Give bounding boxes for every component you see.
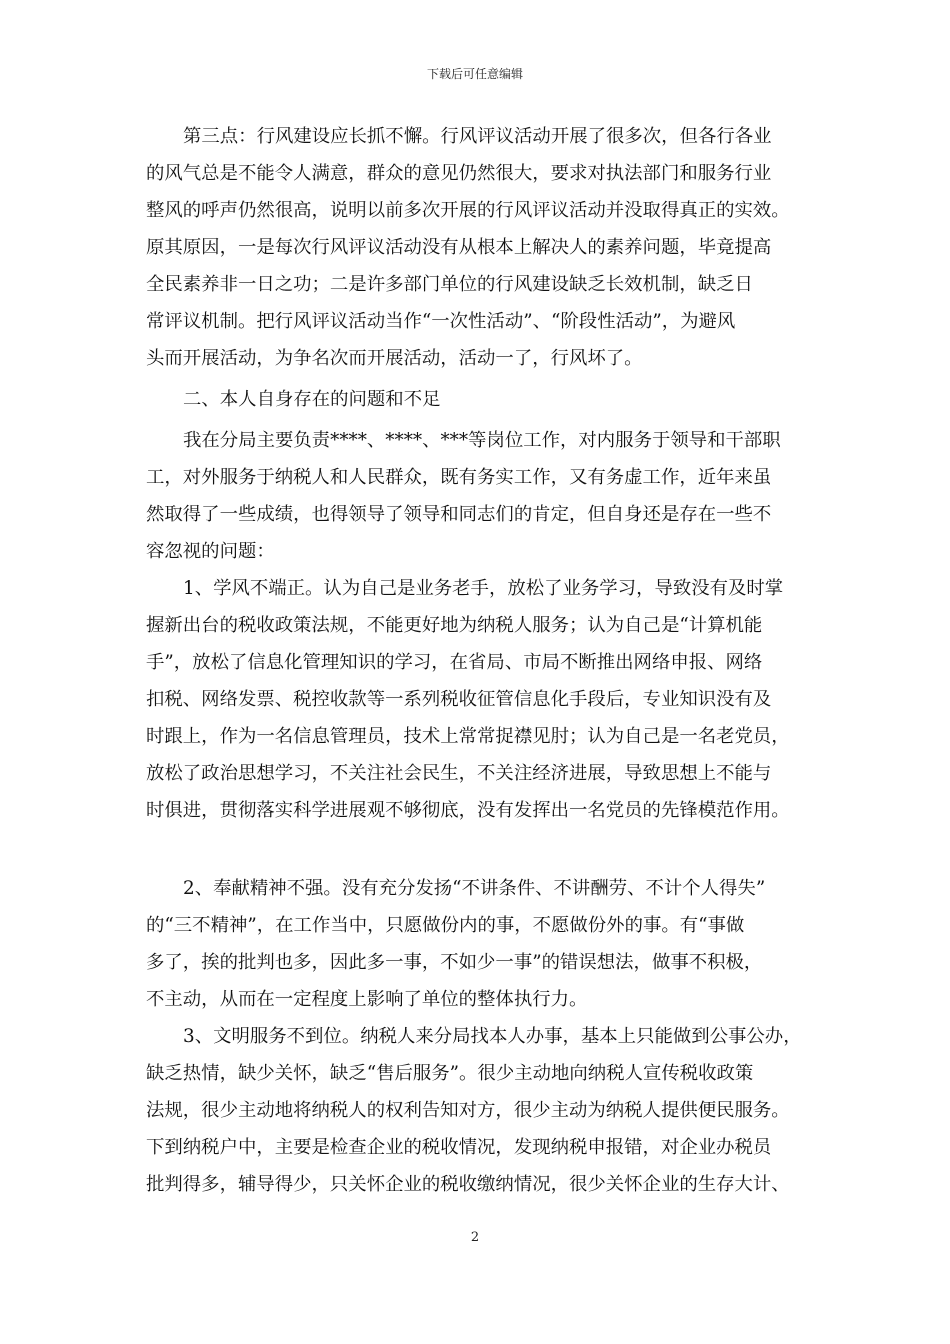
text-line: 常评议机制。把行风评议活动当作“一次性活动”、“阶段性活动”，为避风	[146, 311, 736, 332]
text-line: 原其原因，一是每次行风评议活动没有从根本上解决人的素养问题，毕竟提高	[146, 237, 772, 258]
text-line: 的“三不精神”，在工作当中，只愿做份内的事，不愿做份外的事。有“事做	[146, 915, 745, 936]
text-line: 不主动，从而在一定程度上影响了单位的整体执行力。	[146, 989, 588, 1010]
section-heading: 二、本人自身存在的问题和不足	[183, 389, 441, 410]
text-line: 容忽视的问题：	[146, 541, 275, 562]
text-line: 时俱进，贯彻落实科学进展观不够彻底，没有发挥出一名党员的先锋模范作用。	[146, 800, 790, 821]
text-line: 时跟上，作为一名信息管理员，技术上常常捉襟见肘；认为自己是一名老党员，	[146, 726, 790, 747]
text-line: 法规，很少主动地将纳税人的权利告知对方，很少主动为纳税人提供便民服务。	[146, 1100, 790, 1121]
text-line: 1、学风不端正。认为自己是业务老手，放松了业务学习，导致没有及时掌	[183, 578, 784, 599]
page-number: 2	[470, 1230, 480, 1245]
text-line: 放松了政治思想学习，不关注社会民生，不关注经济进展，导致思想上不能与	[146, 763, 772, 784]
text-line: 我在分局主要负责****、****、***等岗位工作，对内服务于领导和干部职	[183, 430, 781, 451]
text-line: 多了，挨的批判也多，因此多一事，不如少一事”的错误想法，做事不积极，	[146, 952, 763, 973]
text-line: 3、文明服务不到位。纳税人来分局找本人办事，基本上只能做到公事公办，	[183, 1026, 802, 1047]
text-line: 批判得多，辅导得少，只关怀企业的税收缴纳情况，很少关怀企业的生存大计、	[146, 1174, 790, 1195]
text-line: 全民素养非一日之功；二是许多部门单位的行风建设缺乏长效机制，缺乏日	[146, 274, 753, 295]
page-header: 下载后可任意编辑	[426, 67, 523, 81]
text-line: 的风气总是不能令人满意，群众的意见仍然很大，要求对执法部门和服务行业	[146, 163, 772, 184]
text-line: 工，对外服务于纳税人和人民群众，既有务实工作，又有务虚工作，近年来虽	[146, 467, 772, 488]
text-line: 手”，放松了信息化管理知识的学习，在省局、市局不断推出网络申报、网络	[146, 652, 763, 673]
text-line: 下到纳税户中，主要是检查企业的税收情况，发现纳税申报错，对企业办税员	[146, 1137, 772, 1158]
text-line: 握新出台的税收政策法规，不能更好地为纳税人服务；认为自己是“计算机能	[146, 615, 763, 636]
text-line: 扣税、网络发票、税控收款等一系列税收征管信息化手段后，专业知识没有及	[146, 689, 772, 710]
text-line: 然取得了一些成绩，也得领导了领导和同志们的肯定，但自身还是存在一些不	[146, 504, 772, 525]
text-line: 头而开展活动，为争名次而开展活动，活动一了，行风坏了。	[146, 348, 643, 369]
text-line: 2、奉献精神不强。没有充分发扬“不讲条件、不讲酬劳、不计个人得失”	[183, 878, 766, 899]
text-line: 整风的呼声仍然很高，说明以前多次开展的行风评议活动并没取得真正的实效。	[146, 200, 790, 221]
text-line: 缺乏热情，缺少关怀，缺乏“售后服务”。很少主动地向纳税人宣传税收政策	[146, 1063, 754, 1084]
text-line: 第三点：行风建设应长抓不懈。行风评议活动开展了很多次，但各行各业	[183, 126, 772, 147]
